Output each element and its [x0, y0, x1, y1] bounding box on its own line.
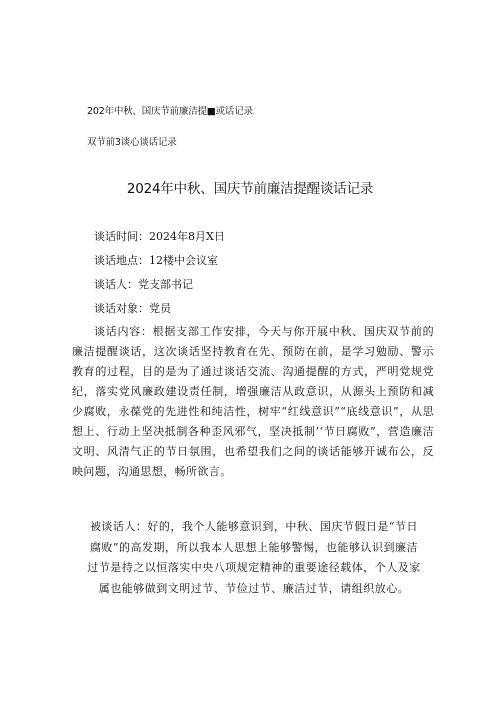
document-title: 2024年中秋、国庆节前廉洁提醒谈话记录 — [126, 181, 374, 197]
talk-content-paragraph: 谈话内容：根据支部工作安排，今天与你开展中秋、国庆双节前的廉洁提醒谈话，这次谈话坚持教育在先、预防在前，是学习勉励、警示教育的过程，目的是为了通过谈话交流、沟通提醒的方式，严明党规党纪，落实党风廉政建设责任制，增强廉洁从政意识，从源头上预防和减少腐败，永葆党的先进性和纯洁性，树牢“红线意识”“底线意识”，从思想上、行动上坚决抵制各种歪风邪气，坚决抵制’‘节日腐败”，营造廉洁文明、风清气正的节日氛围，也希望我们之间的谈话能够开诚布公，反映问题，沟通思想，畅所欲言。 — [72, 325, 434, 478]
header-line-2: 双节前3谈心谈话记录 — [87, 137, 177, 148]
reply-line: 腐败”的高发期，所以我本人思想上能够警惕，也能够认识到廉洁 — [89, 540, 419, 554]
reply-line: 属也能够做到文明过节、节俭过节、廉洁过节，请组织放心。 — [98, 581, 410, 595]
talk-place: 谈话地点：12楼中会议室 — [94, 254, 218, 267]
talk-target: 谈话对象：党员 — [94, 302, 171, 315]
reply-line: 过节是持之以恒落实中央八项规定精神的重要途径载体，个人及家 — [87, 561, 421, 574]
reply-paragraph — [70, 517, 438, 599]
talk-time: 谈话时间：2024年8月X日 — [94, 230, 225, 243]
talk-speaker: 谈话人：党支部书记 — [94, 278, 193, 291]
header-line-1: 202年中秋、国庆节前廉洁提■或话记录 — [87, 106, 253, 117]
reply-line: 被谈话人：好的，我个人能够意识到，中秋、国庆节假日是“节日 — [89, 520, 419, 533]
